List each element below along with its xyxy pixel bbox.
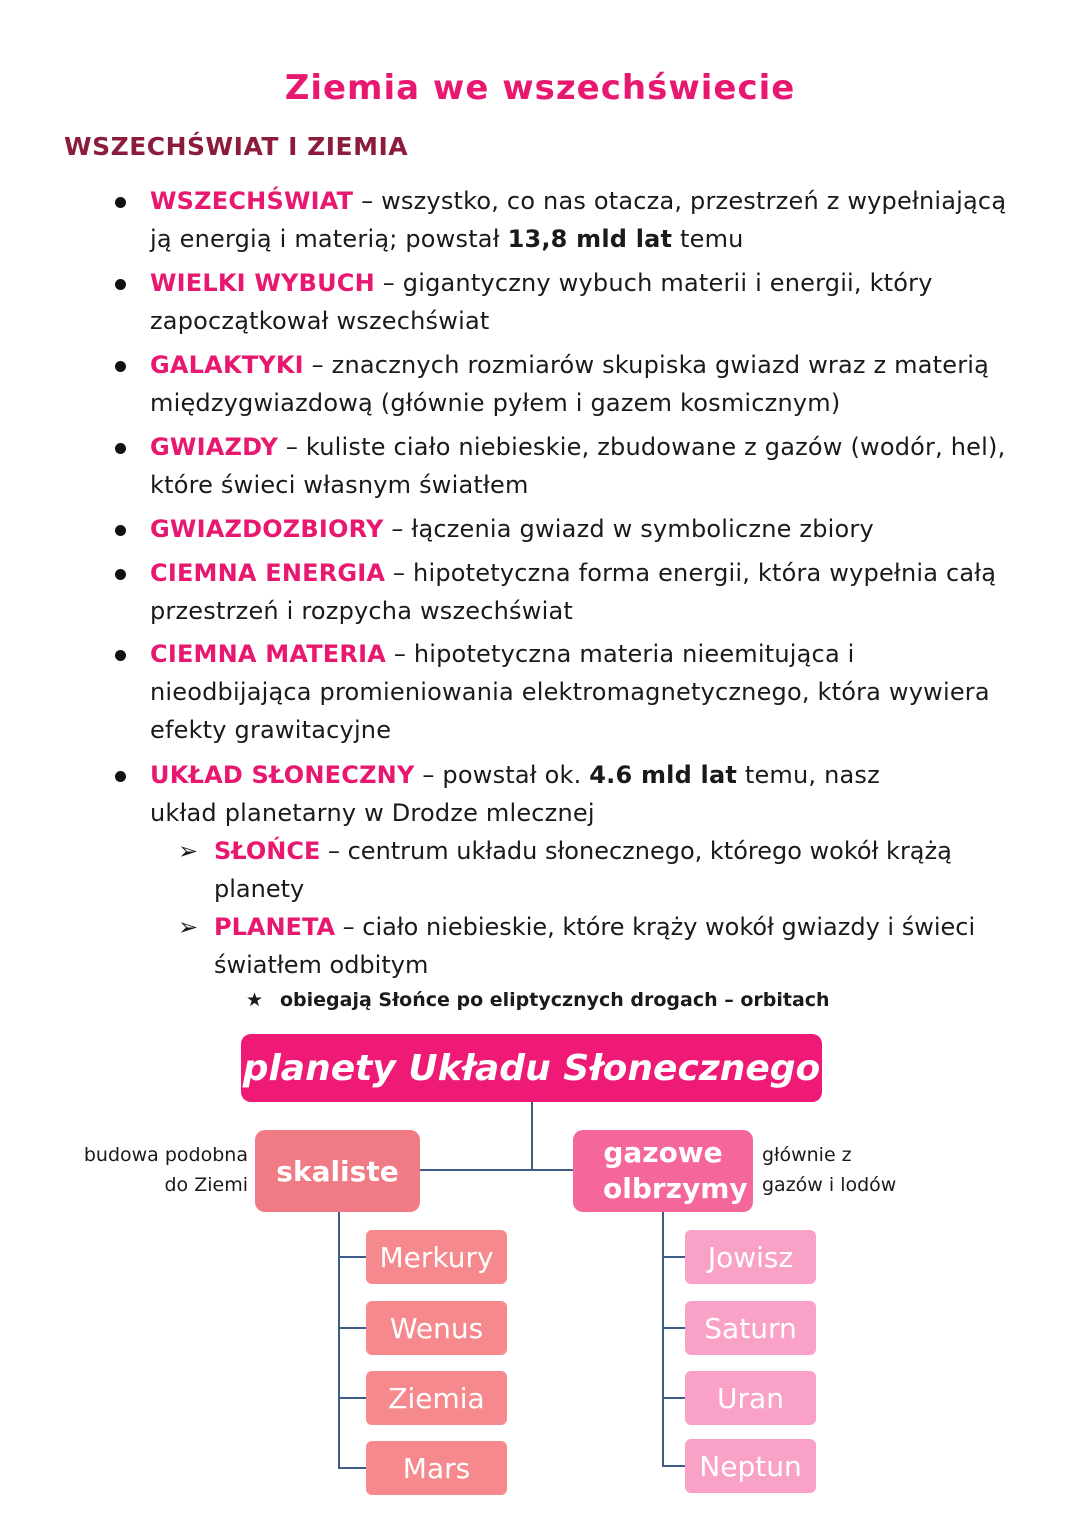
- bullet-dot: [115, 771, 126, 782]
- planet-saturn: Saturn: [685, 1301, 816, 1355]
- planet-wenus: Wenus: [366, 1301, 507, 1355]
- connector-line: [338, 1327, 366, 1329]
- definition-term: GWIAZDOZBIORY: [150, 515, 384, 543]
- connector-line: [662, 1327, 685, 1329]
- subdefinition-planeta: [214, 908, 994, 984]
- definition-bold: 4.6 mld lat: [589, 761, 738, 789]
- definition-text: – hipotetyczna forma energii, która wypełnia całą przestrzeń i rozpycha wszechświat: [150, 559, 997, 625]
- definition-uklad-sloneczny: [150, 756, 950, 832]
- definition-text: temu, nasz układ planetarny w Drodze mlecznej: [150, 761, 880, 827]
- connector-line: [662, 1212, 664, 1466]
- definition-term: SŁOŃCE: [214, 837, 321, 865]
- definition-text: – znacznych rozmiarów skupiska gwiazd wraz z materią międzygwiazdową (głównie pyłem i gazem kosmicznym): [150, 351, 990, 417]
- subdefinition-slonce: [214, 832, 954, 908]
- rocky-description: budowa podobna do Ziemi: [83, 1144, 248, 1196]
- gas-description-text: głównie z gazów i lodów: [762, 1144, 897, 1196]
- definition-term: GWIAZDY: [150, 433, 279, 461]
- definition-text: temu: [672, 225, 744, 253]
- definition-text: – powstał ok.: [414, 761, 590, 789]
- gas-category-label: gazowe olbrzymy: [603, 1136, 748, 1205]
- connector-line: [338, 1467, 366, 1469]
- definition-term: WSZECHŚWIAT: [150, 187, 354, 215]
- gas-category-box: [573, 1130, 753, 1212]
- definition-text: – ciało niebieskie, które krąży wokół gwiazdy i świeci światłem odbitym: [214, 913, 976, 979]
- connector-line: [531, 1102, 533, 1170]
- bullet-dot: [115, 569, 126, 580]
- bullet-dot: [115, 279, 126, 290]
- star-icon: ★: [246, 989, 264, 1011]
- definition-text: – gigantyczny wybuch materii i energii, który zapoczątkował wszechświat: [150, 269, 933, 335]
- definition-bold: 13,8 mld lat: [507, 225, 673, 253]
- gas-description: [762, 1140, 962, 1200]
- section-heading: WSZECHŚWIAT I ZIEMIA: [64, 132, 409, 161]
- definition-ciemna-materia: [150, 635, 1020, 749]
- planet-neptun: Neptun: [685, 1439, 816, 1493]
- orbit-note: obiegają Słońce po eliptycznych drogach – orbitach: [280, 989, 830, 1011]
- definition-text: – centrum układu słonecznego, którego wokół krążą planety: [214, 837, 952, 903]
- definition-text: – wszystko, co nas otacza, przestrzeń z wypełniającą ją energią i materią; powstał: [150, 187, 1007, 253]
- planet-mars: Mars: [366, 1441, 507, 1495]
- connector-line: [338, 1256, 366, 1258]
- bullet-dot: [115, 650, 126, 661]
- connector-line: [662, 1465, 685, 1467]
- arrow-icon: ➢: [178, 913, 199, 941]
- planet-uran: Uran: [685, 1371, 816, 1425]
- connector-line: [338, 1212, 340, 1468]
- definition-term: GALAKTYKI: [150, 351, 304, 379]
- definition-wszechswiat: [150, 182, 1030, 258]
- definition-term: UKŁAD SŁONECZNY: [150, 761, 415, 789]
- connector-line: [662, 1397, 685, 1399]
- diagram-title-box: planety Układu Słonecznego: [241, 1034, 822, 1102]
- definition-text: – kuliste ciało niebieskie, zbudowane z gazów (wodór, hel), które świeci własnym światłem: [150, 433, 1006, 499]
- bullet-dot: [115, 197, 126, 208]
- connector-line: [420, 1169, 573, 1171]
- bullet-dot: [115, 525, 126, 536]
- definition-wielki-wybuch: [150, 264, 1030, 340]
- definition-term: WIELKI WYBUCH: [150, 269, 375, 297]
- definition-term: PLANETA: [214, 913, 336, 941]
- planet-merkury: Merkury: [366, 1230, 507, 1284]
- connector-line: [338, 1397, 366, 1399]
- page-title: Ziemia we wszechświecie: [284, 68, 796, 108]
- definition-term: CIEMNA MATERIA: [150, 640, 386, 668]
- planet-jowisz: Jowisz: [685, 1230, 816, 1284]
- bullet-dot: [115, 443, 126, 454]
- rocky-category-box: skaliste: [255, 1130, 420, 1212]
- definition-gwiazdozbiory: [150, 510, 1030, 548]
- definition-term: CIEMNA ENERGIA: [150, 559, 386, 587]
- definition-text: – hipotetyczna materia nieemitująca i nieodbijająca promieniowania elektromagnetycznego, która wywiera efekty grawitacyjne: [150, 640, 990, 744]
- connector-line: [662, 1256, 685, 1258]
- definition-gwiazdy: [150, 428, 1030, 504]
- definition-galaktyki: [150, 346, 1030, 422]
- bullet-dot: [115, 361, 126, 372]
- arrow-icon: ➢: [178, 837, 199, 865]
- planet-ziemia: Ziemia: [366, 1371, 507, 1425]
- definition-ciemna-energia: [150, 554, 1030, 630]
- definition-text: – łączenia gwiazd w symboliczne zbiory: [383, 515, 874, 543]
